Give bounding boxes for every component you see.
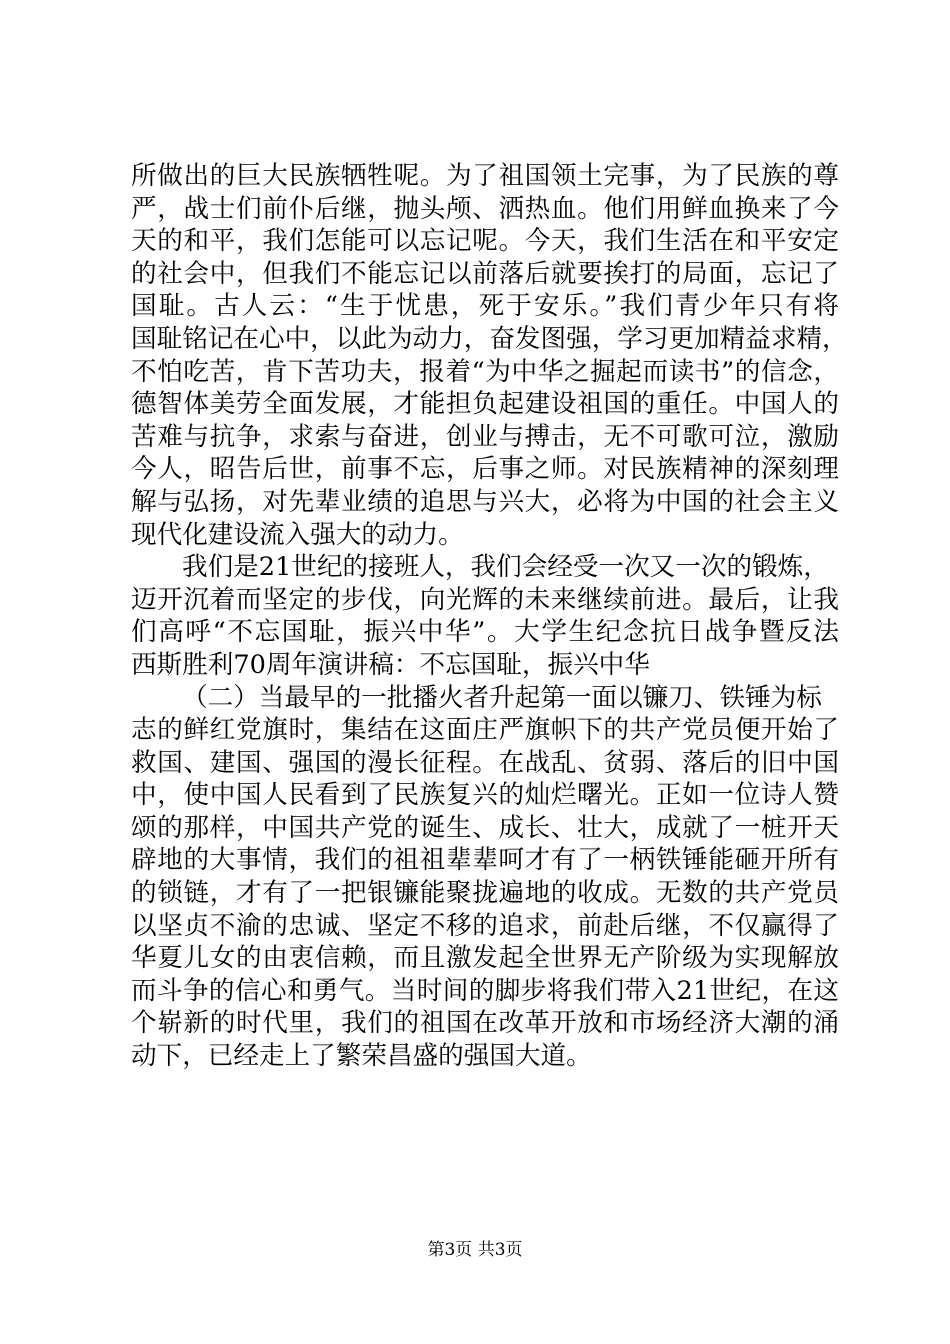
text-line: 不怕吃苦，肯下苦功夫，报着“为中华之掘起而读书”的信念， [131, 356, 839, 387]
text-line: 国耻铭记在心中，以此为动力，奋发图强，学习更加精益求精， [131, 323, 848, 354]
text-line: 所做出的巨大民族牺牲呢。为了祖国领土完事，为了民族的尊 [131, 161, 839, 191]
page-number-footer: 第3页 共3页 [427, 1240, 523, 1260]
paragraph-start-line: （二）当最早的一批播火者升起第一面以镰刀、铁锤为标 [182, 682, 822, 713]
text-line: 现代化建设流入强大的动力。 [131, 519, 464, 550]
text-line: 个崭新的时代里，我们的祖国在改革开放和市场经济大潮的涌 [131, 1008, 839, 1039]
text-line: 今人，昭告后世，前事不忘，后事之师。对民族精神的深刻理 [131, 454, 839, 485]
text-line: 严，战士们前仆后继，抛头颅、洒热血。他们用鲜血换来了今 [131, 193, 839, 224]
text-line: 的社会中，但我们不能忘记以前落后就要挨打的局面，忘记了 [131, 258, 839, 289]
text-line: 德智体美劳全面发展，才能担负起建设祖国的重任。中国人的 [131, 389, 839, 420]
body-text [131, 160, 848, 1073]
paragraph-start-line: 我们是21世纪的接班人，我们会经受一次又一次的锻炼， [182, 552, 829, 583]
text-line: 以坚贞不渝的忠诚、坚定不移的追求，前赴后继，不仅赢得了 [131, 910, 839, 941]
text-line: 动下，已经走上了繁荣昌盛的强国大道。 [131, 1041, 592, 1072]
text-line: 颂的那样，中国共产党的诞生、成长、壮大，成就了一桩开天 [131, 812, 839, 843]
text-line: 们高呼“不忘国耻，振兴中华”。大学生纪念抗日战争暨反法 [131, 617, 839, 648]
text-line: 解与弘扬，对先辈业绩的追思与兴大，必将为中国的社会主义 [131, 486, 839, 517]
text-line: 救国、建国、强国的漫长征程。在战乱、贫弱、落后的旧中国 [131, 747, 839, 778]
text-line: 国耻。古人云：“生于忧患，死于安乐。”我们青少年只有将 [131, 291, 839, 322]
text-line: 而斗争的信心和勇气。当时间的脚步将我们带入21世纪，在这 [131, 975, 839, 1006]
text-line: 中，使中国人民看到了民族复兴的灿烂曙光。正如一位诗人赞 [131, 780, 839, 811]
text-line: 志的鲜红党旗时，集结在这面庄严旗帜下的共产党员便开始了 [131, 715, 839, 746]
text-line: 辟地的大事情，我们的祖祖辈辈呵才有了一柄铁锤能砸开所有 [131, 845, 839, 876]
text-line: 西斯胜利70周年演讲稿：不忘国耻，振兴中华 [131, 649, 650, 680]
text-line: 苦难与抗争，求索与奋进，创业与搏击，无不可歌可泣，激励 [131, 421, 839, 452]
text-line: 迈开沉着而坚定的步伐，向光辉的未来继续前进。最后，让我 [131, 584, 839, 615]
text-line: 天的和平，我们怎能可以忘记呢。今天，我们生活在和平安定 [131, 226, 839, 257]
text-line: 华夏儿女的由衷信赖，而且激发起全世界无产阶级为实现解放 [131, 943, 839, 974]
text-line: 的锁链，才有了一把银镰能聚拢遍地的收成。无数的共产党员 [131, 878, 839, 909]
